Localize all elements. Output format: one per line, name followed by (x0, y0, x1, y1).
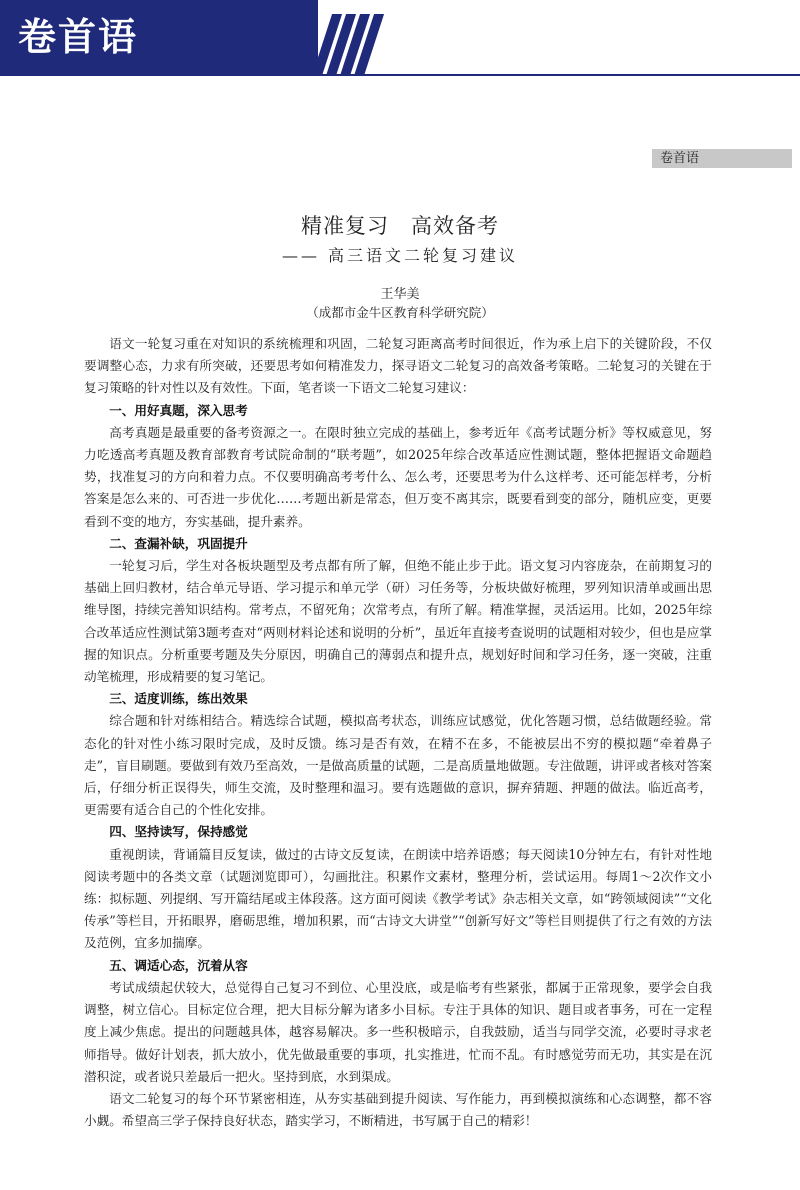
section-heading: 二、查漏补缺，巩固提升 (109, 535, 248, 551)
section-paragraph: 综合题和针对练相结合。精选综合试题，模拟高考状态，训练应试感觉，优化答题习惯，总结做题经验。常态化的针对性小练习限时完成，及时反馈。练习是否有效，在精不在多，不能被层出不穷的模拟题“牵着鼻子走”，盲目刷题。要做到有效乃至高效，一是做高质量的试题，二是高质量地做题。专注做题，讲评或者核对答案后，仔细分析正误得失，师生交流，及时整理和温习。要有选题做的意识，摒弃猜题、押题的做法。临近高考，更需要有适合自己的个性化安排。 (84, 713, 712, 818)
section-heading: 一、用好真题，深入思考 (109, 402, 248, 418)
article-subtitle: —— 高三语文二轮复习建议 (281, 246, 519, 265)
header-rule (0, 74, 800, 76)
conclusion-paragraph: 语文二轮复习的每个环节紧密相连，从夯实基础到提升阅读、写作能力，再到模拟演练和心态调整，都不容小觑。希望高三学子保持良好状态，踏实学习，不断精进，书写属于自己的精彩！ (84, 1090, 712, 1129)
header-banner (0, 0, 380, 76)
section-paragraph: 一轮复习后，学生对各板块题型及考点都有所了解，但绝不能止步于此。语文复习内容庞杂，在前期复习的基础上回归教材，结合单元导语、学习提示和单元学（研）习任务等，分板块做好梳理，罗列知识清单或画出思维导图，持续完善知识结构。常考点，不留死角；次常考点，有所了解。精准掌握，灵活运用。比如，2025年综合改革适应性测试第3题考查对“两则材料论述和说明的分析”，虽近年直接考查说明的试题相对较少，但也是应掌握的知识点。分析重要考题及失分原因，明确自己的薄弱点和提升点，规划好时间和学习任务，逐一突破，注重动笔梳理，形成精要的复习笔记。 (84, 558, 712, 685)
banner-title: 卷首语 (18, 15, 139, 59)
author-name: 王华美 (380, 287, 420, 302)
intro-paragraph: 语文一轮复习重在对知识的系统梳理和巩固，二轮复习距离高考时间很近，作为承上启下的关键阶段，不仅要调整心态，力求有所突破，还要思考如何精准发力，探寻语文二轮复习的高效备考策略。二轮复习的关键在于复习策略的针对性以及有效性。下面，笔者谈一下语文二轮复习建议： (84, 336, 712, 396)
article-title: 精准复习 高效备考 (301, 214, 499, 238)
section-paragraph: 考试成绩起伏较大，总觉得自己复习不到位、心里没底，或是临考有些紧张，都属于正常现象，要学会自我调整，树立信心。目标定位合理，把大目标分解为诸多小目标。专注于具体的知识、题目或者事务，可在一定程度上减少焦虑。提出的问题越具体，越容易解决。多一些积极暗示，自我鼓励，适当与同学交流，必要时寻求老师指导。做好计划表，抓大放小，优先做最重要的事项，扎实推进，忙而不乱。有时感觉劳而无功，其实是在沉潜积淀，或者说只差最后一把火。坚持到底，水到渠成。 (84, 979, 712, 1084)
section-paragraph: 高考真题是最重要的备考资源之一。在限时独立完成的基础上，参考近年《高考试题分析》等权威意见，努力吃透高考真题及教育部教育考试院命制的“联考题”，如2025年综合改革适应性测试题，整体把握语文命题趋势，找准复习的方向和着力点。不仅要明确高考考什么、怎么考，还要思考为什么这样考、还可能怎样考，分析答案是怎么来的、可否进一步优化……考题出新是常态，但万变不离其宗，既要看到变的部分，随机应变，更要看到不变的地方，夯实基础，提升素养。 (84, 424, 712, 529)
author-affiliation: （成都市金牛区教育科学研究院） (306, 305, 494, 320)
section-heading: 三、适度训练，练出效果 (109, 691, 248, 707)
article-body (84, 333, 712, 1132)
section-tag: 卷首语 (652, 149, 792, 168)
section-heading: 四、坚持读写，保持感觉 (109, 824, 248, 840)
section-paragraph: 重视朗读，背诵篇目反复读，做过的古诗文反复读，在朗读中培养语感；每天阅读10分钟左右，有针对性地阅读考题中的各类文章（试题浏览即可），勾画批注。积累作文素材，整理分析，尝试运用。每周1～2次作文小练：拟标题、列提纲、写开篇结尾或主体段落。这方面可阅读《教学考试》杂志相关文章，如“跨领域阅读”“文化传承”等栏目，开拓眼界，磨砺思维，增加积累，而“古诗文大讲堂”“创新写好文”等栏目则提供了行之有效的方法及范例，宜多加揣摩。 (84, 846, 712, 951)
section-heading: 五、调适心态，沉着从容 (109, 957, 248, 973)
